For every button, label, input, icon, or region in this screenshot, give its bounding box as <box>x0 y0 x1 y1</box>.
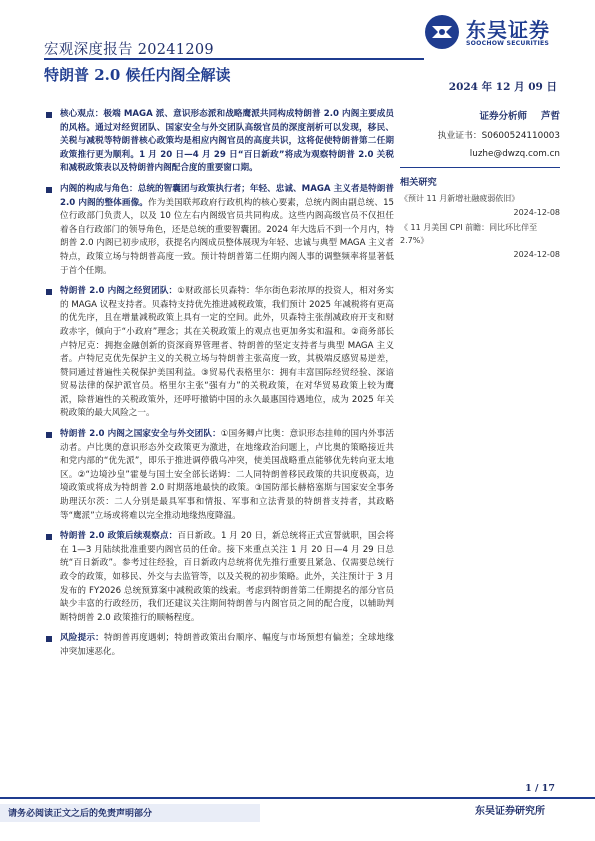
related-title: 相关研究 <box>400 177 437 188</box>
logo-mark-icon <box>424 14 460 50</box>
bullet-bold: 极端 MAGA 派、意识形态派和战略鹰派共同构成特朗普 2.0 内阁主要成员的风格。通过对经贸团队、国家安全与外交团队高级官员的深度剖析可以发现，移民、关税与减税等特朗普核心政策均是相应内阁官员的高度共识，这将促使特朗普第二任期政策推行更为顺利。1 月 20 日—4 月 29 日“百日新政”将成为观察特朗普 2.0 关税和减税政策表以及特朗普内阁配合度的重要窗口期。 <box>60 109 394 174</box>
report-type: 宏观深度报告 20241209 <box>44 42 214 58</box>
page-number: 1 / 17 <box>525 783 555 794</box>
analyst-name: 芦哲 <box>540 111 560 122</box>
bullet-square-icon <box>46 636 52 642</box>
sidebar <box>400 108 560 259</box>
bullet-square-icon <box>46 187 52 193</box>
bullet-lead: 风险提示： <box>60 633 104 644</box>
bullet-text: ①财政部长贝森特：华尔街色彩浓厚的投资人，相对务实的 MAGA 议程支持者。贝森特支持优先推进减税政策，我们预计 2025 年减税将有更高的优先序，且在增量减税政策上具有一定的空间。此外，贝森特主张削减政府开支和财政赤字，倾向于“小政府”理念；其在关税政策上的观点也更加务实和温和。②商务部长卢特尼克：拥抱金融创新的资深商界管理者、特朗普的坚定支持者与典型 MAGA 主义者。卢特尼克优先保护主义的关税立场与特朗普主张高度一致，其极端反感贸易逆差，赞同通过普遍性关税保护美国利益。③贸易代表格里尔：拥有丰富国际经贸经验、深谙贸易法律的保护派官员。格里尔主张“强有力”的关税政策，在对华贸易政策上较为鹰派，除普遍性的关税政策外，还呼吁撤销中国的永久最惠国待遇地位，成为 2025 年关税政策的最大风险之一。 <box>60 286 394 419</box>
report-header <box>0 0 595 92</box>
bullet-square-icon <box>46 289 52 295</box>
logo-text-cn: 东吴证券 <box>466 18 550 42</box>
bullet-lead: 内阁的构成与角色： <box>60 183 138 194</box>
bullet-text: 作为美国联邦政府行政机构的核心要素，总统内阁由副总统、15 位行政部门负责人，以及 10 位左右内阁级官员共同构成。这些内阁高级官员不仅担任着各自行政部门的领导角色，还是总统的重要智囊团。2024 年大选后不到一个月内，特朗普 2.0 内阁已初步成形，获提名内阁成员整体展现为年轻、忠诚与典型 MAGA 主义者特点，政策立场与特朗普高度一致。预计特朗普第二任期内阁人事的调整频率将显著低于首个任期。 <box>60 197 394 276</box>
bullet-risk <box>44 632 394 659</box>
analyst-email[interactable]: luzhe@dwzq.com.cn <box>469 149 560 159</box>
bullet-security-team <box>44 428 394 523</box>
bullet-lead: 特朗普 2.0 政策后续观察点： <box>60 531 178 542</box>
analyst-block <box>400 108 560 122</box>
analyst-cert: 执业证书：S0600524110003 <box>437 131 560 141</box>
bullet-core-view <box>44 108 394 176</box>
bullet-text: 百日新政。1 月 20 日，新总统将正式宣誓就职，国会将在 1—3 月陆续批准重要内阁官员的任命。接下来重点关注 1 月 20 日—4 月 29 日总统“百日新政”。参考过往经验，百日新政内总统将优先推行重要且紧急、仅需要总统行政令的政策，如移民、外交与去监管等，以及关税的初步策略。此外，关注预计于 3 月发布的 FY2026 总统预算案中减税政策的线索。考虑到特朗普第二任期提名的部分官员缺少丰富的行政经历，我们还建议关注期间特朗普与内阁官员之间的配合度，以辅助判断特朗普 2.0 政策推行的顺畅程度。 <box>60 531 394 623</box>
logo-text-en: SOOCHOW SECURITIES <box>466 40 550 47</box>
bullet-lead: 特朗普 2.0 内阁之国家安全与外交团队： <box>60 429 221 440</box>
summary-column <box>44 108 394 667</box>
bullet-text: 特朗普再度遇刺；特朗普政策出台顺序、幅度与市场预想有偏差；全球地缘冲突加速恶化。 <box>60 633 394 657</box>
footer-rule <box>0 797 595 799</box>
bullet-square-icon <box>46 534 52 540</box>
bullet-text: ①国务卿卢比奥：意识形态挂帅的国内外事活动者。卢比奥的意识形态外交政策更为激进，在地缘政治问题上，卢比奥的策略接近共和党内部的“优先派”，即乐于推进调停俄乌冲突，使美国战略重点能够优先转向亚太地区。②“边境沙皇”霍曼与国土安全部长诺姆：二人同特朗普移民政策的共识度极高，边境政策或将成为特朗普 2.0 时期落地最快的政策。③国防部长赫格塞斯与国家安全事务助理沃尔茨：二人分别是最具军事和情报、军事和立法背景的特朗普支持者，其政略等“鹰派”立场或将难以完全推动地缘热度降温。 <box>60 429 394 521</box>
bullet-cabinet-role <box>44 183 394 278</box>
sidebar-rule <box>400 167 560 168</box>
related-item[interactable]: 《 11 月美国 CPI 前瞻：同比环比伴至 2.7%》 <box>400 223 538 245</box>
bullet-trade-team <box>44 285 394 421</box>
footer-org: 东吴证券研究所 <box>475 806 545 817</box>
related-date: 2024-12-08 <box>513 208 560 217</box>
company-logo <box>424 12 559 52</box>
bullet-bold: 总统的智囊团与政策执行者；年轻、忠诚、MAGA 主义者是特朗普 2.0 内阁的整体画像。 <box>60 183 394 208</box>
bullet-watch-points <box>44 530 394 625</box>
report-date: 2024 年 12 月 09 日 <box>448 81 557 93</box>
header-rule <box>44 58 424 60</box>
disclaimer-note: 请务必阅读正文之后的免责声明部分 <box>8 809 153 819</box>
related-date: 2024-12-08 <box>513 250 560 259</box>
bullet-lead: 核心观点： <box>60 109 104 119</box>
bullet-square-icon <box>46 432 52 438</box>
related-item[interactable]: 《预计 11 月新增社融疲弱依旧》 <box>400 194 520 203</box>
report-title: 特朗普 2.0 候任内阁全解读 <box>44 66 231 84</box>
bullet-lead: 特朗普 2.0 内阁之经贸团队： <box>60 286 178 297</box>
bullet-square-icon <box>46 112 52 118</box>
analyst-role: 证券分析师 <box>479 111 527 122</box>
